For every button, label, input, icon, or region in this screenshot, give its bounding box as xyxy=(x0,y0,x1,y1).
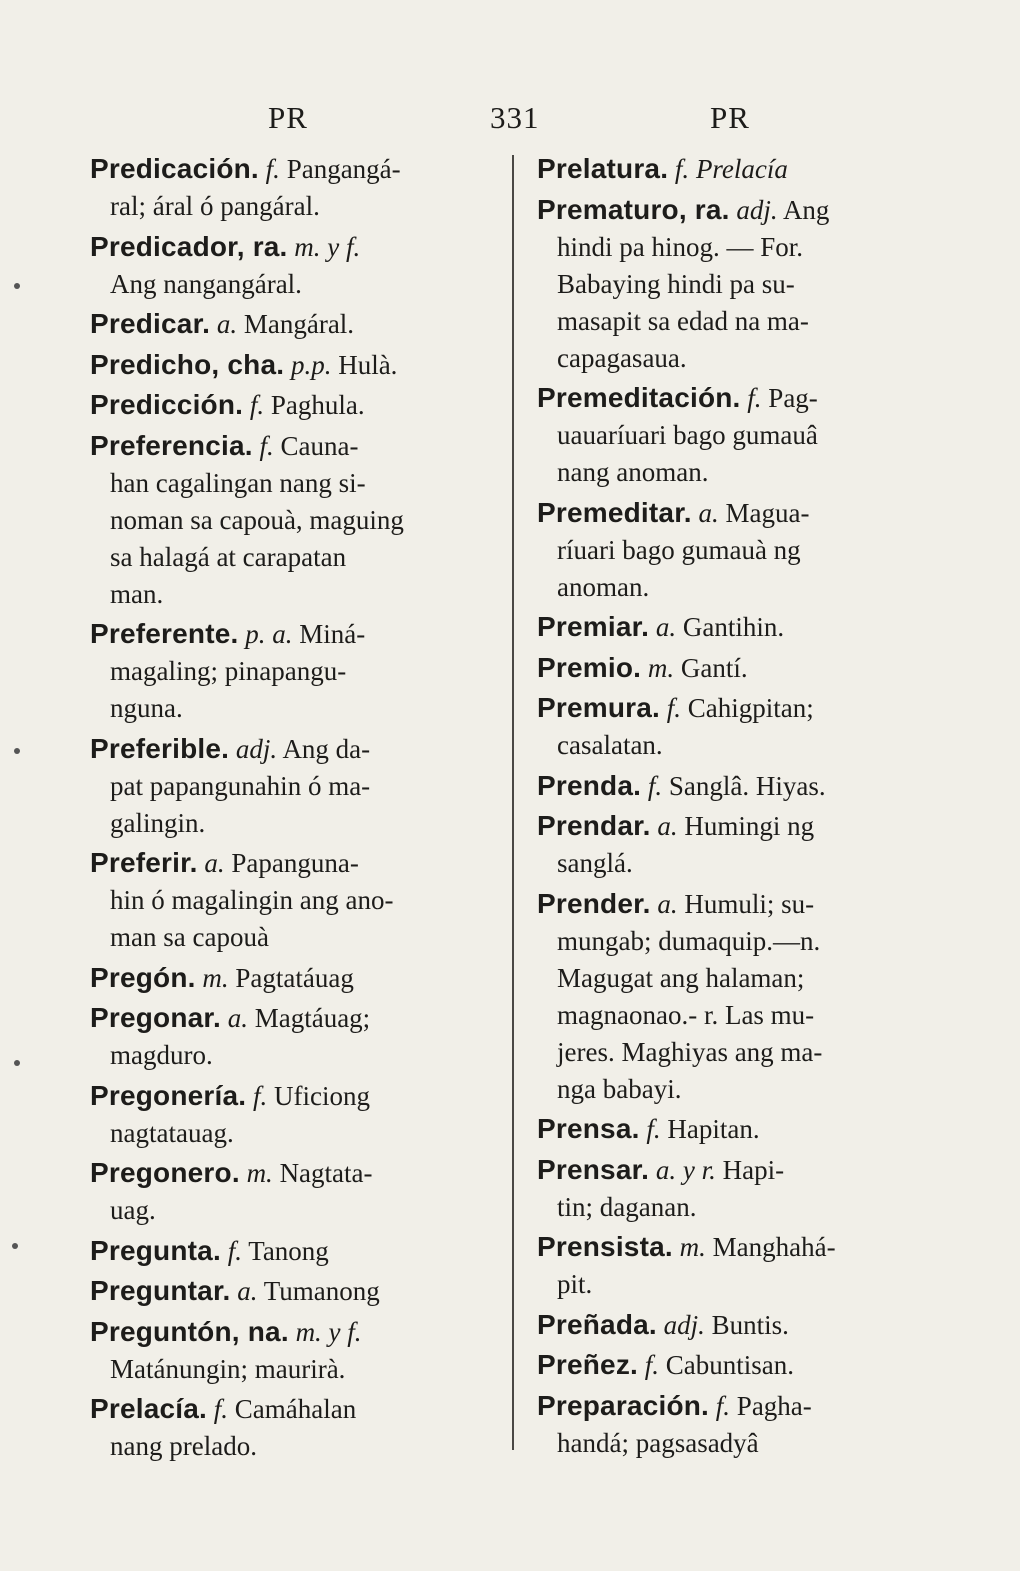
grammar-label: f. xyxy=(253,1080,268,1111)
entry-first-line xyxy=(537,1306,947,1344)
margin-speck xyxy=(14,748,20,754)
entry-first-line xyxy=(90,1232,498,1270)
headword: Prelacía. xyxy=(90,1393,207,1424)
grammar-label: m. xyxy=(246,1158,273,1188)
entry-continuation-line xyxy=(90,1192,498,1229)
grammar-label: f. xyxy=(265,154,280,184)
definition-text: Tanong xyxy=(248,1235,329,1266)
definition-text: ral; áral ó pangáral. xyxy=(110,191,320,221)
headword: Pregunta. xyxy=(90,1234,221,1266)
entry-first-line xyxy=(90,959,498,997)
entry-first-line xyxy=(90,1313,498,1351)
definition-text: Magugat ang halaman; xyxy=(557,962,805,993)
entry-first-line xyxy=(537,1110,947,1148)
dictionary-entry xyxy=(537,807,947,882)
definition-text: Paghula. xyxy=(270,390,365,420)
dictionary-entry xyxy=(90,1232,498,1270)
definition-text: sa halagá at carapatan xyxy=(110,541,347,572)
headword: Preguntar. xyxy=(90,1275,231,1306)
dictionary-entry xyxy=(90,730,498,842)
definition-text: Hulà. xyxy=(338,349,398,380)
definition-text: noman sa capouà, maguing xyxy=(110,504,404,535)
headword: Premiar. xyxy=(537,611,650,642)
entry-first-line xyxy=(537,608,947,646)
dictionary-entry xyxy=(537,379,947,491)
headword: Pregón. xyxy=(90,961,196,993)
headword: Predicación. xyxy=(90,153,259,184)
entry-continuation-line xyxy=(90,1037,498,1074)
entry-first-line xyxy=(537,767,947,805)
headword: Preparación. xyxy=(537,1389,710,1421)
entry-first-line xyxy=(537,1228,947,1266)
grammar-label: f. xyxy=(747,383,762,413)
dictionary-entry xyxy=(537,1306,947,1344)
grammar-label: f. xyxy=(646,1114,661,1144)
headword: Prensar. xyxy=(537,1153,650,1185)
headword: Prelatura. xyxy=(537,153,669,184)
entry-continuation-line xyxy=(90,465,498,502)
entry-continuation-line xyxy=(537,266,947,303)
running-head-right: PR xyxy=(710,100,750,135)
headword: Preñez. xyxy=(537,1349,638,1380)
entry-first-line xyxy=(537,1346,947,1384)
running-head xyxy=(0,100,1020,140)
definition-text: Uficiong xyxy=(274,1080,371,1111)
right-column xyxy=(537,150,947,1464)
dictionary-entry xyxy=(90,1390,498,1465)
headword: Preferible. xyxy=(90,732,230,764)
entry-first-line xyxy=(90,427,498,465)
dictionary-entry xyxy=(90,959,498,997)
dictionary-entry xyxy=(537,1387,947,1462)
dictionary-entry xyxy=(90,844,498,956)
headword: Premeditar. xyxy=(537,496,692,528)
definition-text: pat papangunahin ó ma- xyxy=(110,770,371,801)
entry-first-line xyxy=(537,649,947,687)
dictionary-entry xyxy=(90,150,498,225)
entry-continuation-line xyxy=(537,923,947,960)
headword: Preguntón, na. xyxy=(90,1315,289,1347)
definition-text: Ang da- xyxy=(282,733,371,764)
grammar-label: a. xyxy=(657,888,678,919)
entry-first-line xyxy=(537,150,947,188)
definition-text: nang prelado. xyxy=(110,1431,257,1461)
definition-text: Buntis. xyxy=(711,1309,789,1340)
grammar-label: p. a. xyxy=(245,619,293,649)
entry-continuation-line xyxy=(90,502,498,539)
headword: Prensa. xyxy=(537,1113,640,1144)
grammar-label: m. xyxy=(202,962,229,993)
definition-text: Ang xyxy=(782,194,830,225)
definition-text: Hapitan. xyxy=(667,1114,760,1144)
definition-text: Humingi ng xyxy=(684,811,815,841)
definition-text: Cabuntisan. xyxy=(665,1350,795,1380)
entry-first-line xyxy=(90,999,498,1037)
headword: Predicador, ra. xyxy=(90,230,288,262)
entry-continuation-line xyxy=(90,882,498,919)
entry-continuation-line xyxy=(90,188,498,225)
entry-continuation-line xyxy=(537,417,947,454)
entry-first-line xyxy=(90,615,498,653)
entry-continuation-line xyxy=(90,1115,498,1152)
entry-first-line xyxy=(537,885,947,923)
dictionary-entry xyxy=(90,1272,498,1310)
dictionary-entry xyxy=(90,427,498,613)
definition-text: Sanglâ. Hiyas. xyxy=(668,770,826,801)
dictionary-entry xyxy=(90,999,498,1074)
dictionary-entry xyxy=(90,346,498,384)
grammar-label: a. xyxy=(237,1276,258,1306)
running-head-left: PR xyxy=(268,100,308,135)
definition-text: jeres. Maghiyas ang ma- xyxy=(557,1036,823,1067)
definition-text: Ang nangangáral. xyxy=(110,268,302,299)
definition-text: Humuli; su- xyxy=(684,888,815,919)
headword: Pregonero. xyxy=(90,1157,240,1188)
definition-text: magduro. xyxy=(110,1040,213,1070)
definition-text: nagtatauag. xyxy=(110,1117,234,1148)
entry-continuation-line xyxy=(90,805,498,842)
grammar-label: adj. xyxy=(663,1309,705,1340)
definition-text: Cahigpitan; xyxy=(687,693,814,723)
grammar-label: f. xyxy=(647,770,663,801)
entry-continuation-line xyxy=(537,454,947,491)
definition-text: Miná- xyxy=(299,619,366,649)
definition-text: Pagtatáuag xyxy=(235,962,354,993)
entry-continuation-line xyxy=(537,997,947,1034)
definition-text: Gantí. xyxy=(680,652,748,683)
grammar-label: a. xyxy=(216,309,238,339)
grammar-label: f. xyxy=(715,1390,731,1421)
grammar-label: f. xyxy=(644,1350,660,1380)
entry-first-line xyxy=(90,346,498,384)
entry-continuation-line xyxy=(90,1351,498,1388)
definition-text: Cauna- xyxy=(280,430,359,461)
entry-continuation-line xyxy=(537,1071,947,1108)
headword: Prematuro, ra. xyxy=(537,193,730,225)
grammar-label: a. xyxy=(655,612,677,642)
entry-continuation-line xyxy=(90,768,498,805)
entry-first-line xyxy=(90,1390,498,1428)
entry-continuation-line xyxy=(90,576,498,613)
dictionary-entry xyxy=(90,1313,498,1388)
definition-text: Pangangá- xyxy=(286,154,401,184)
grammar-label: adj. xyxy=(736,194,778,225)
entry-continuation-line xyxy=(537,229,947,266)
definition-text: Hapi- xyxy=(722,1154,785,1185)
definition-text: uauaríuari bago gumauâ xyxy=(557,420,818,450)
dictionary-entry xyxy=(90,386,498,424)
definition-text: Pagha- xyxy=(736,1390,812,1421)
entry-continuation-line xyxy=(90,1428,498,1465)
entry-continuation-line xyxy=(537,845,947,882)
entry-continuation-line xyxy=(90,919,498,956)
entry-first-line xyxy=(90,730,498,768)
grammar-label: f. xyxy=(249,390,265,420)
definition-text: mungab; dumaquip.—n. xyxy=(557,925,821,956)
definition-text: capagasaua. xyxy=(557,342,687,373)
definition-text: Nagtata- xyxy=(279,1158,373,1188)
entry-continuation-line xyxy=(537,1266,947,1303)
definition-text: Camáhalan xyxy=(234,1394,357,1424)
grammar-label: m. y f. xyxy=(295,1316,362,1347)
dictionary-entry xyxy=(537,767,947,805)
headword: Prenda. xyxy=(537,769,642,801)
entry-first-line xyxy=(537,807,947,845)
entry-continuation-line xyxy=(90,539,498,576)
margin-speck xyxy=(14,283,20,289)
dictionary-entry xyxy=(537,1228,947,1303)
headword: Preñada. xyxy=(537,1308,657,1340)
definition-text: anoman. xyxy=(557,571,650,602)
dictionary-entry xyxy=(537,608,947,646)
entry-first-line xyxy=(537,494,947,532)
entry-continuation-line xyxy=(90,690,498,727)
grammar-label: m. xyxy=(647,652,675,683)
headword: Premura. xyxy=(537,692,660,723)
definition-text: Prelacía xyxy=(695,154,788,184)
definition-text: hindi pa hinog. — For. xyxy=(557,231,804,262)
dictionary-entry xyxy=(537,689,947,764)
dictionary-entry xyxy=(537,885,947,1108)
headword: Preferencia. xyxy=(90,429,253,461)
definition-text: magaling; pinapangu- xyxy=(110,656,347,686)
headword: Preferente. xyxy=(90,618,239,649)
definition-text: man sa capouà xyxy=(110,922,269,952)
dictionary-entry xyxy=(90,228,498,303)
definition-text: ríuari bago gumauà ng xyxy=(557,534,801,565)
headword: Premeditación. xyxy=(537,382,741,413)
dictionary-entry xyxy=(90,305,498,343)
definition-text: Babaying hindi pa su- xyxy=(557,268,795,299)
grammar-label: p.p. xyxy=(290,349,332,380)
definition-text: magnaonao.- r. Las mu- xyxy=(557,999,815,1030)
entry-first-line xyxy=(90,150,498,188)
definition-text: nga babayi. xyxy=(557,1073,682,1104)
dictionary-entry xyxy=(537,494,947,606)
entry-continuation-line xyxy=(537,1425,947,1462)
headword: Prender. xyxy=(537,887,651,919)
entry-continuation-line xyxy=(90,653,498,690)
dictionary-entry xyxy=(90,1154,498,1229)
definition-text: Pag- xyxy=(768,383,818,413)
definition-text: Matánungin; maurirà. xyxy=(110,1353,346,1384)
entry-continuation-line xyxy=(537,1034,947,1071)
dictionary-entry xyxy=(537,1151,947,1226)
grammar-label: f. xyxy=(666,693,682,723)
entry-first-line xyxy=(90,305,498,343)
entry-first-line xyxy=(90,1154,498,1192)
entry-continuation-line xyxy=(537,532,947,569)
dictionary-entry xyxy=(90,615,498,727)
dictionary-entry xyxy=(537,649,947,687)
entry-continuation-line xyxy=(537,340,947,377)
headword: Pregonar. xyxy=(90,1002,221,1033)
dictionary-entry xyxy=(537,1110,947,1148)
entry-first-line xyxy=(90,844,498,882)
page-number: 331 xyxy=(490,100,540,135)
grammar-label: f. xyxy=(674,154,690,184)
grammar-label: a. xyxy=(227,1003,248,1033)
grammar-label: a. xyxy=(204,848,225,878)
entry-first-line xyxy=(90,386,498,424)
entry-continuation-line xyxy=(537,960,947,997)
definition-text: handá; pagsasadyâ xyxy=(557,1427,759,1458)
entry-continuation-line xyxy=(537,1189,947,1226)
grammar-label: a. xyxy=(657,811,678,841)
grammar-label: f. xyxy=(213,1394,229,1424)
definition-text: Gantihin. xyxy=(682,612,785,642)
margin-speck xyxy=(14,1060,20,1066)
headword: Predicción. xyxy=(90,389,244,420)
headword: Predicar. xyxy=(90,308,211,339)
entry-continuation-line xyxy=(90,266,498,303)
definition-text: hin ó magalingin ang ano- xyxy=(110,885,394,915)
headword: Pregonería. xyxy=(90,1079,247,1111)
headword: Preferir. xyxy=(90,847,198,878)
entry-first-line xyxy=(537,1151,947,1189)
headword: Prensista. xyxy=(537,1231,673,1262)
grammar-label: a. xyxy=(698,497,719,528)
definition-text: galingin. xyxy=(110,807,206,838)
definition-text: masapit sa edad na ma- xyxy=(557,305,809,336)
definition-text: sanglá. xyxy=(557,848,633,878)
entry-continuation-line xyxy=(537,727,947,764)
definition-text: nang anoman. xyxy=(557,457,709,487)
definition-text: tin; daganan. xyxy=(557,1191,697,1222)
headword: Premio. xyxy=(537,651,642,683)
column-rule xyxy=(512,155,514,1450)
dictionary-entry xyxy=(537,1346,947,1384)
entry-first-line xyxy=(90,1077,498,1115)
grammar-label: f. xyxy=(259,430,274,461)
grammar-label: m. y f. xyxy=(294,231,361,262)
entry-first-line xyxy=(537,689,947,727)
definition-text: casalatan. xyxy=(557,730,663,760)
dictionary-entry xyxy=(537,191,947,377)
dictionary-entry xyxy=(537,150,947,188)
definition-text: man. xyxy=(110,578,164,609)
definition-text: Magua- xyxy=(725,497,810,528)
entry-continuation-line xyxy=(537,569,947,606)
definition-text: uag. xyxy=(110,1195,156,1225)
definition-text: Magtáuag; xyxy=(254,1003,371,1033)
grammar-label: f. xyxy=(227,1235,242,1266)
entry-first-line xyxy=(537,379,947,417)
left-column xyxy=(90,150,498,1468)
definition-text: Tumanong xyxy=(263,1276,380,1306)
margin-speck xyxy=(12,1243,18,1249)
entry-first-line xyxy=(90,228,498,266)
grammar-label: a. y r. xyxy=(655,1154,716,1185)
dictionary-entry xyxy=(90,1077,498,1152)
grammar-label: adj. xyxy=(235,733,278,764)
definition-text: nguna. xyxy=(110,693,183,723)
definition-text: pit. xyxy=(557,1269,593,1299)
grammar-label: m. xyxy=(679,1232,706,1262)
headword: Predicho, cha. xyxy=(90,348,285,380)
definition-text: han cagalingan nang si- xyxy=(110,467,366,498)
entry-first-line xyxy=(537,1387,947,1425)
entry-first-line xyxy=(90,1272,498,1310)
headword: Prendar. xyxy=(537,810,651,841)
entry-continuation-line xyxy=(537,303,947,340)
entry-first-line xyxy=(537,191,947,229)
definition-text: Manghahá- xyxy=(712,1232,836,1262)
definition-text: Mangáral. xyxy=(243,309,355,339)
definition-text: Papanguna- xyxy=(231,848,359,878)
